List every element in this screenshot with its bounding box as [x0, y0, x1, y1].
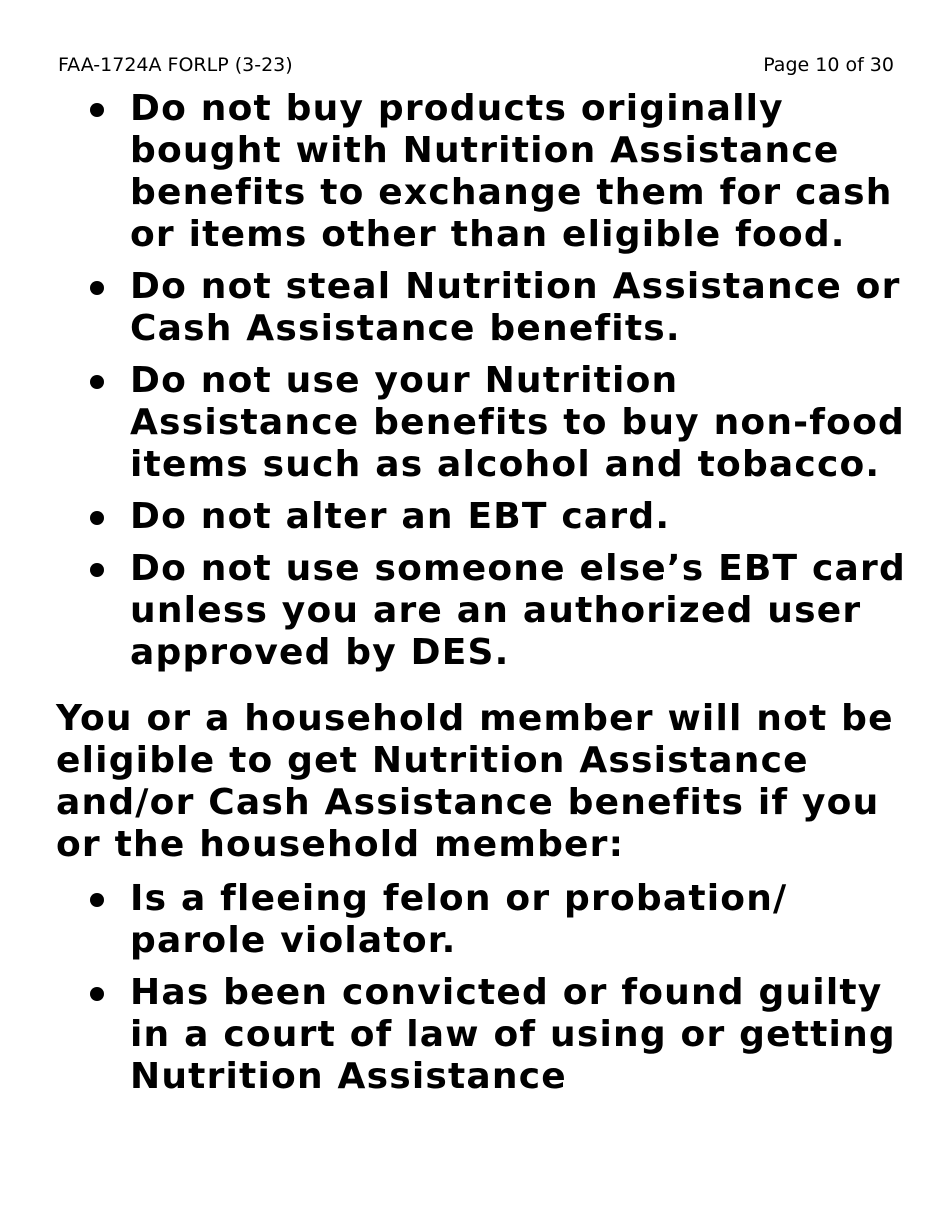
page-header	[58, 52, 894, 78]
list-item-text: Is a fleeing felon or probation/ parole violator.	[130, 878, 788, 961]
list-item-text: Do not buy products originally bought with Nutrition Assistance benefits to exchange them for cash or items other than eligible food.	[130, 88, 893, 255]
bullet-icon	[90, 375, 104, 389]
bullet-icon	[90, 281, 104, 295]
list-item	[130, 266, 916, 350]
list-item	[130, 972, 916, 1098]
list-item-text: Has been convicted or found guilty in a court of law of using or getting Nutrition Assistance	[130, 972, 896, 1097]
document-body	[56, 88, 916, 1108]
list-item	[130, 88, 916, 256]
prohibited-actions-list	[56, 88, 916, 674]
bullet-icon	[90, 103, 104, 117]
list-item	[130, 548, 916, 674]
form-code: FAA-1724A FORLP (3-23)	[58, 54, 293, 76]
page-number: Page 10 of 30	[763, 54, 894, 76]
list-item-text: Do not steal Nutrition Assistance or Cash Assistance benefits.	[130, 266, 901, 349]
bullet-icon	[90, 893, 104, 907]
list-item	[130, 878, 916, 962]
ineligibility-conditions-list	[56, 878, 916, 1098]
list-item-text: Do not use your Nutrition Assistance benefits to buy non-food items such as alcohol and tobacco.	[130, 360, 906, 485]
bullet-icon	[90, 987, 104, 1001]
bullet-icon	[90, 511, 104, 525]
list-item	[130, 496, 916, 538]
eligibility-paragraph: You or a household member will not be eligible to get Nutrition Assistance and/or Cash Assistance benefits if you or the household member:	[56, 698, 894, 865]
list-item-text: Do not alter an EBT card.	[130, 496, 671, 537]
bullet-icon	[90, 563, 104, 577]
list-item	[130, 360, 916, 486]
list-item-text: Do not use someone else’s EBT card unless you are an authorized user approved by DES.	[130, 548, 906, 673]
